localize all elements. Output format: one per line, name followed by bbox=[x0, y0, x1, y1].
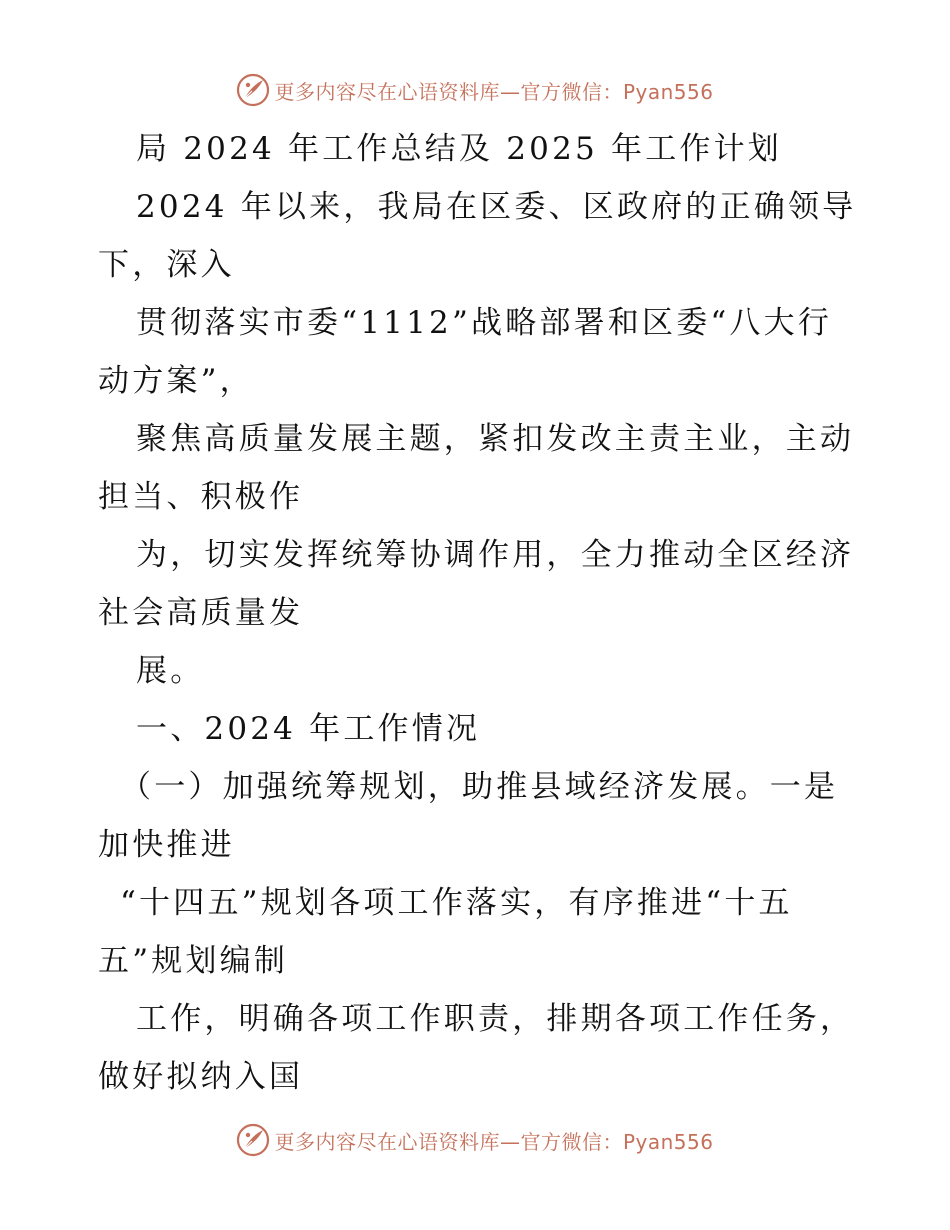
paragraph-line: 担当、积极作 bbox=[98, 479, 304, 515]
document-body bbox=[98, 120, 858, 1106]
quill-logo-icon bbox=[236, 1123, 270, 1157]
paragraph-line: 五”规划编制 bbox=[98, 943, 289, 979]
paragraph-line: 工作，明确各项工作职责，排期各项工作任务， bbox=[136, 1001, 855, 1037]
paragraph-line: 动方案”， bbox=[98, 363, 254, 399]
document-title-line: 局 2024 年工作总结及 2025 年工作计划 bbox=[136, 131, 782, 167]
paragraph-line: 下，深入 bbox=[98, 247, 235, 283]
paragraph-line: 加快推进 bbox=[98, 827, 235, 863]
paragraph-line: 展。 bbox=[136, 653, 205, 689]
paragraph-line: 为，切实发挥统筹协调作用，全力推动全区经济 bbox=[136, 537, 855, 573]
watermark-text: 更多内容尽在心语资料库—官方微信：Pyan556 bbox=[274, 1129, 714, 1154]
watermark-text: 更多内容尽在心语资料库—官方微信：Pyan556 bbox=[274, 79, 714, 104]
paragraph-line: 贯彻落实市委“1112”战略部署和区委“八大行 bbox=[136, 305, 833, 341]
quill-logo-icon bbox=[236, 73, 270, 107]
paragraph-line: 做好拟纳入国 bbox=[98, 1059, 304, 1095]
section-heading: 一、2024 年工作情况 bbox=[136, 711, 481, 747]
header-watermark bbox=[0, 70, 950, 110]
footer-watermark bbox=[0, 1120, 950, 1160]
paragraph-line: 社会高质量发 bbox=[98, 595, 304, 631]
subsection-heading-line: （一）加强统筹规划，助推县域经济发展。一是 bbox=[120, 769, 839, 805]
paragraph-line: 聚焦高质量发展主题，紧扣发改主责主业，主动 bbox=[136, 421, 855, 457]
paragraph-line: 2024 年以来，我局在区委、区政府的正确领导 bbox=[136, 189, 857, 225]
paragraph-line: “十四五”规划各项工作落实，有序推进“十五 bbox=[120, 885, 793, 921]
